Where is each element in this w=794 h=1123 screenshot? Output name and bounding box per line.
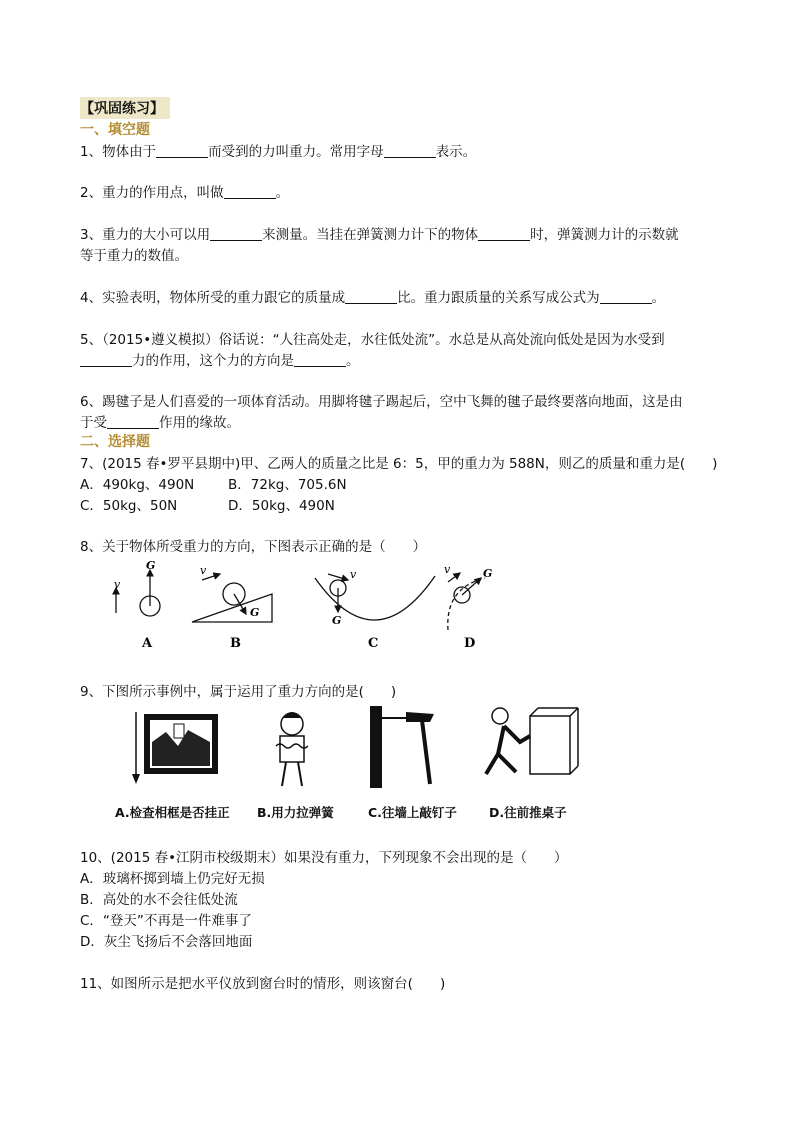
q9-caption-b: B.用力拉弹簧 [257, 805, 334, 820]
question-4 [80, 286, 665, 306]
q8-label-c: C [368, 636, 379, 651]
q2-text-a: 2、重力的作用点，叫做 [80, 185, 224, 201]
q8-option-a-figure[interactable] [114, 559, 160, 616]
velocity-label: v [114, 578, 121, 591]
q11-stem: 11、如图所示是把水平仪放到窗台时的情形，则该窗台( ) [80, 976, 446, 992]
q5-text-b: 力的作用，这个力的方向是 [132, 353, 294, 369]
gravity-label: G [146, 559, 156, 572]
q9-caption-c: C.往墙上敲钉子 [368, 805, 457, 820]
q8-label-b: B [230, 636, 241, 651]
question-2 [80, 181, 289, 201]
q10-option-d[interactable]: D．灰尘飞扬后不会落回地面 [80, 934, 253, 950]
q10-option-c[interactable]: C．“登天”不再是一件难事了 [80, 913, 252, 929]
velocity-label: v [200, 564, 207, 577]
section-fill-blank-title: 一、填空题 [80, 122, 150, 138]
page-title: 【巩固练习】 [80, 97, 170, 119]
q8-stem: 8、关于物体所受重力的方向，下图表示正确的是（ ） [80, 539, 427, 555]
q5-line1: 5、（2015•遵义模拟）俗话说：“人往高处走，水往低处流”。水总是从高处流向低处是因为水受到 [80, 332, 665, 348]
section-choice-title: 二、选择题 [80, 434, 150, 450]
q2-text-b: 。 [275, 185, 290, 201]
q3-text-b: 来测量。当挂在弹簧测力计下的物体 [262, 227, 479, 243]
q5-text-c: 。 [346, 353, 360, 369]
q7-option-b[interactable]: B．72kg、705.6N [228, 477, 347, 493]
q6-line1: 6、踢毽子是人们喜爱的一项体育活动。用脚将毽子踢起后，空中飞舞的毽子最终要落向地面，这是由 [80, 394, 683, 410]
q8-label-d: D [464, 636, 476, 651]
q9-option-c-figure[interactable] [370, 706, 434, 788]
q3-text-c: 时，弹簧测力计的示数就 [530, 227, 679, 243]
q9-caption-d: D.往前推桌子 [489, 805, 567, 820]
answer-blank[interactable] [600, 290, 652, 305]
q7-option-a[interactable]: A．490kg、490N [80, 477, 195, 493]
q3-line2: 等于重力的数值。 [80, 248, 188, 264]
q7-stem: 7、(2015 春•罗平县期中)甲、乙两人的质量之比是 6：5，甲的重力为 588N，则乙的质量和重力是( ) [80, 456, 718, 472]
question-3 [80, 223, 679, 243]
q9-option-d-figure[interactable] [486, 708, 578, 774]
question-1 [80, 140, 476, 160]
answer-blank[interactable] [107, 415, 159, 430]
q9-option-b-figure[interactable] [276, 712, 308, 786]
q9-stem: 9、下图所示事例中，属于运用了重力方向的是( ) [80, 684, 397, 700]
q3-text-a: 3、重力的大小可以用 [80, 227, 211, 243]
velocity-label: v [350, 568, 357, 581]
answer-blank[interactable] [210, 227, 262, 242]
answer-blank[interactable] [80, 353, 132, 368]
q8-figure [100, 558, 520, 653]
answer-blank[interactable] [156, 144, 208, 159]
answer-blank[interactable] [478, 227, 530, 242]
q10-option-a[interactable]: A．玻璃杯掷到墙上仍完好无损 [80, 871, 265, 887]
velocity-label: v [444, 563, 451, 576]
q6-text-a: 于受 [80, 415, 107, 431]
q6-line2 [80, 411, 240, 431]
q1-text-a: 1、物体由于 [80, 144, 157, 160]
answer-blank[interactable] [384, 144, 436, 159]
gravity-label: G [250, 606, 260, 619]
q4-text-a: 4、实验表明，物体所受的重力跟它的质量成 [80, 290, 346, 306]
q1-text-b: 而受到的力叫重力。常用字母 [208, 144, 384, 160]
q4-text-c: 。 [651, 290, 666, 306]
q1-text-c: 表示。 [435, 144, 477, 160]
gravity-label: G [483, 567, 493, 580]
q5-line2 [80, 349, 360, 369]
q9-option-a-figure[interactable] [132, 712, 218, 784]
q10-option-b[interactable]: B．高处的水不会往低处流 [80, 892, 238, 908]
q4-text-b: 比。重力跟质量的关系写成公式为 [397, 290, 600, 306]
answer-blank[interactable] [345, 290, 397, 305]
q7-option-c[interactable]: C．50kg、50N [80, 498, 178, 514]
q9-figure [130, 702, 590, 794]
answer-blank[interactable] [294, 353, 346, 368]
answer-blank[interactable] [224, 185, 276, 200]
q10-stem: 10、(2015 春•江阴市校级期末）如果没有重力，下列现象不会出现的是（ ） [80, 850, 568, 866]
q8-option-d-figure[interactable] [444, 563, 492, 630]
q9-caption-a: A.检查相框是否挂正 [115, 805, 230, 820]
q6-text-b: 作用的缘故。 [159, 415, 240, 431]
q8-option-b-figure[interactable] [192, 564, 272, 622]
q8-label-a: A [142, 636, 153, 651]
q7-option-d[interactable]: D．50kg、490N [228, 498, 335, 514]
gravity-label: G [332, 614, 342, 627]
q8-option-c-figure[interactable] [315, 568, 435, 627]
